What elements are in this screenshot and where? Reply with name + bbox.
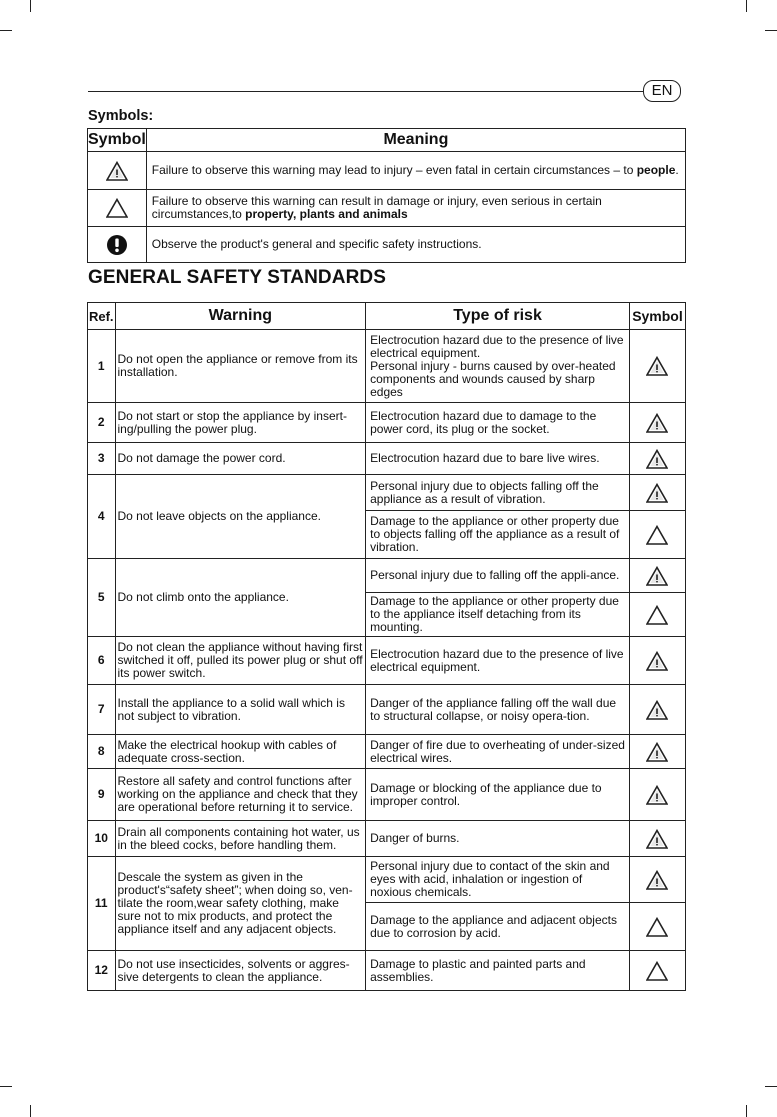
risk-cell: Electrocution hazard due to the presence of live electrical equipment. Personal injury - burns caused by over-heated components and wounds caused by sharp edges (366, 330, 630, 403)
table-row (88, 769, 686, 821)
crop-mark (765, 1086, 777, 1087)
risk-cell: Electrocution hazard due to damage to the power cord, its plug or the socket. (366, 403, 630, 443)
risk-cell: Personal injury due to objects falling off the appliance as a result of vibration. (366, 475, 630, 511)
symbol-cell (629, 685, 685, 735)
symbols-title: Symbols: (88, 108, 154, 124)
risk-cell: Electrocution hazard due to bare live wires. (366, 443, 630, 475)
warning-property-icon (646, 605, 668, 625)
meaning-text: Observe the product's general and specific safety instructions. (151, 237, 482, 251)
warning-cell: Install the appliance to a solid wall which is not subject to vibration. (115, 685, 366, 735)
warning-property-icon (646, 961, 668, 981)
risk-cell: Damage to plastic and painted parts and assemblies. (366, 951, 630, 991)
symbols-table (87, 128, 686, 263)
ref-cell: 1 (88, 330, 116, 403)
table-row (88, 443, 686, 475)
warning-people-icon (646, 651, 668, 671)
symbols-header-row (88, 129, 686, 152)
warning-property-icon (106, 198, 128, 218)
ref-cell: 4 (88, 475, 116, 559)
table-row (88, 475, 686, 511)
warning-cell: Do not open the appliance or remove from its installation. (115, 330, 366, 403)
warning-people-icon (646, 700, 668, 720)
symbol-cell (629, 857, 685, 903)
language-badge: EN (643, 80, 681, 102)
ref-cell: 3 (88, 443, 116, 475)
symbol-cell (629, 769, 685, 821)
risk-cell: Damage to the appliance or other property due to objects falling off the appliance as a result of vibration. (366, 511, 630, 559)
meaning-text: Failure to observe this warning may lead to injury – even fatal in certain circumstances – to (151, 163, 637, 177)
warning-header: Warning (115, 303, 366, 330)
ref-header: Ref. (88, 303, 116, 330)
header-rule (88, 91, 644, 92)
meaning-bold: people (636, 163, 676, 177)
symbol-cell (629, 637, 685, 685)
table-body (88, 330, 686, 991)
risk-cell: Electrocution hazard due to the presence of live electrical equipment. (366, 637, 630, 685)
meaning-header: Meaning (146, 129, 685, 152)
symbol-header: Symbol (88, 129, 147, 152)
ref-cell: 7 (88, 685, 116, 735)
crop-mark (765, 30, 777, 31)
meaning-text: Failure to observe this warning can result in damage or injury, even serious in certain circumstances,to (151, 194, 602, 221)
symbol-cell (629, 559, 685, 593)
warning-people-icon (646, 742, 668, 762)
table-row (88, 559, 686, 593)
warning-cell: Make the electrical hookup with cables of adequate cross-section. (115, 735, 366, 769)
warning-cell: Drain all components containing hot water, us in the bleed cocks, before handling them. (115, 821, 366, 857)
warning-cell: Do not use insecticides, solvents or aggres-sive detergents to clean the appliance. (115, 951, 366, 991)
table-header-row (88, 303, 686, 330)
meaning-cell (146, 227, 685, 263)
symbols-row (88, 190, 686, 227)
symbol-cell (629, 735, 685, 769)
crop-mark (30, 0, 31, 12)
risk-cell: Personal injury due to contact of the skin and eyes with acid, inhalation or ingestion of noxious chemicals. (366, 857, 630, 903)
warning-people-icon (646, 449, 668, 469)
symbol-cell (629, 903, 685, 951)
meaning-cell (146, 190, 685, 227)
symbol-cell (629, 403, 685, 443)
table-row (88, 821, 686, 857)
table-row (88, 735, 686, 769)
symbol-cell (88, 227, 147, 263)
warning-people-icon (646, 829, 668, 849)
table-row (88, 951, 686, 991)
warning-people-icon (646, 566, 668, 586)
table-row (88, 403, 686, 443)
symbol-cell (629, 443, 685, 475)
warning-people-icon (646, 483, 668, 503)
warning-cell: Do not start or stop the appliance by insert-ing/pulling the power plug. (115, 403, 366, 443)
ref-cell: 6 (88, 637, 116, 685)
risk-header: Type of risk (366, 303, 630, 330)
table-row (88, 857, 686, 903)
warning-cell: Do not leave objects on the appliance. (115, 475, 366, 559)
meaning-tail: . (675, 163, 679, 177)
table-row (88, 637, 686, 685)
warning-people-icon (646, 870, 668, 890)
crop-mark (30, 1105, 31, 1117)
risk-cell: Danger of burns. (366, 821, 630, 857)
warning-people-icon (106, 161, 128, 181)
symbol-cell (629, 330, 685, 403)
ref-cell: 8 (88, 735, 116, 769)
symbol-cell (629, 821, 685, 857)
risk-cell: Danger of fire due to overheating of under-sized electrical wires. (366, 735, 630, 769)
page-title: GENERAL SAFETY STANDARDS (88, 267, 386, 288)
symbols-row (88, 152, 686, 190)
exclamation-icon (106, 234, 128, 256)
warning-cell: Do not climb onto the appliance. (115, 559, 366, 637)
risk-cell: Personal injury due to falling off the appli-ance. (366, 559, 630, 593)
warning-cell: Do not clean the appliance without having first switched it off, pulled its power plug or shut off its power switch. (115, 637, 366, 685)
symbol-cell (629, 951, 685, 991)
symbol-cell (88, 152, 147, 190)
risk-cell: Damage or blocking of the appliance due to improper control. (366, 769, 630, 821)
warning-cell: Descale the system as given in the product's“safety sheet”; when doing so, ven-tilate the room,wear safety clothing, make sure not to mix products, and protect the appliance itself and any adjacent objects. (115, 857, 366, 951)
warning-cell: Do not damage the power cord. (115, 443, 366, 475)
risk-cell: Damage to the appliance and adjacent objects due to corrosion by acid. (366, 903, 630, 951)
symbol-cell (629, 511, 685, 559)
symbol-cell (629, 593, 685, 637)
ref-cell: 11 (88, 857, 116, 951)
warning-people-icon (646, 785, 668, 805)
warning-people-icon (646, 413, 668, 433)
crop-mark (746, 1105, 747, 1117)
crop-mark (0, 1086, 12, 1087)
symbol-header: Symbol (629, 303, 685, 330)
ref-cell: 9 (88, 769, 116, 821)
warning-cell: Restore all safety and control functions after working on the appliance and check that they are operational before returning it to service. (115, 769, 366, 821)
safety-standards-table (87, 302, 686, 991)
symbol-cell (629, 475, 685, 511)
ref-cell: 10 (88, 821, 116, 857)
warning-people-icon (646, 356, 668, 376)
crop-mark (0, 30, 12, 31)
table-row (88, 685, 686, 735)
ref-cell: 2 (88, 403, 116, 443)
meaning-cell (146, 152, 685, 190)
symbol-cell (88, 190, 147, 227)
warning-property-icon (646, 525, 668, 545)
risk-cell: Damage to the appliance or other property due to the appliance itself detaching from its mounting. (366, 593, 630, 637)
risk-cell: Danger of the appliance falling off the wall due to structural collapse, or noisy opera-tion. (366, 685, 630, 735)
warning-property-icon (646, 917, 668, 937)
ref-cell: 5 (88, 559, 116, 637)
meaning-bold: property, plants and animals (245, 207, 408, 221)
table-row (88, 330, 686, 403)
symbols-row (88, 227, 686, 263)
ref-cell: 12 (88, 951, 116, 991)
crop-mark (746, 0, 747, 12)
